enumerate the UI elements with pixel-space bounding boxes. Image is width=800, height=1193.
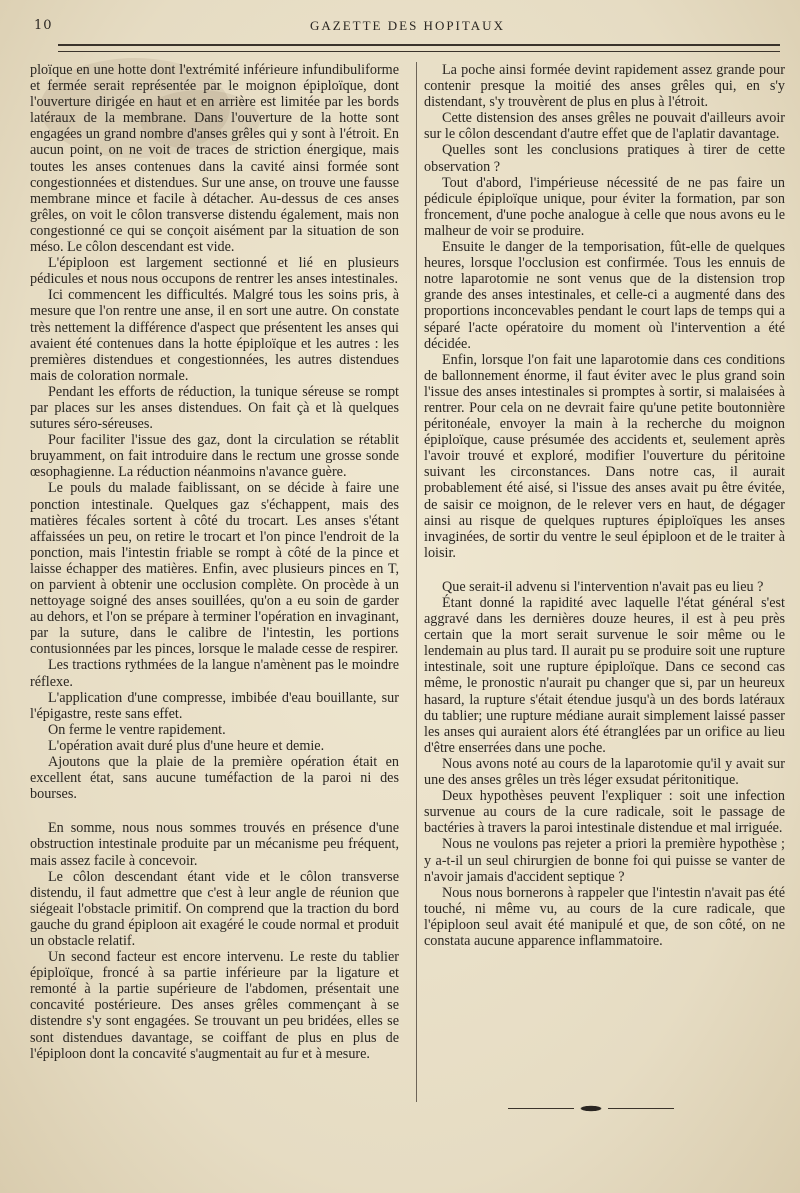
paragraph: Tout d'abord, l'impérieuse nécessité de ne pas faire un pédicule épiploïque unique, pour éviter la formation, par son froncement, d'une poche analogue à celle que nous avons eu le malheur de voir se produire. <box>424 174 785 239</box>
paragraph: L'épiploon est largement sectionné et lié en plusieurs pédicules et nous nous occupons de rentrer les anses intestinales. <box>30 255 399 288</box>
paragraph: L'application d'une compresse, imbibée d'eau bouillante, sur l'épigastre, reste sans effet. <box>30 689 399 722</box>
paragraph: On ferme le ventre rapidement. <box>48 721 226 738</box>
paragraph: Nous ne voulons pas rejeter a priori la première hypothèse ; y a-t-il un seul chirurgien de bonne foi qui puisse se vanter de n'avoir jamais d'accident septique ? <box>424 836 785 885</box>
paragraph: Ici commencent les difficultés. Malgré tous les soins pris, à mesure que l'on rentre une anse, il en sort une autre. On constate très nettement la différence d'aspect que présentent les anses qui avaient été contenues dans la hotte épiploïque et les autres : les premières distendues et congestionnées, les autres distendues mais de coloration normale. <box>30 287 399 384</box>
paragraph: Ensuite le danger de la temporisation, fût-elle de quelques heures, lorsque l'occlusion est confirmée. Tous les ennuis de notre laparotomie ne sont venus que de la distension trop grande des anses intestinales, et celle-ci a augmenté dans des proportions inconcevables pendant le court laps de temps qui a séparé l'acte opératoire du moment où l'intervention a été décidée. <box>424 239 785 352</box>
journal-title: GAZETTE DES HOPITAUX <box>310 18 505 33</box>
paragraph: Nous nous bornerons à rappeler que l'intestin n'avait pas été touché, ni même vu, au cours de la cure radicale, que l'épiploon seul avait été manipulé et que, de son côté, on ne constata aucune apparence inflammatoire. <box>424 884 785 949</box>
paragraph: Le côlon descendant étant vide et le côlon transverse distendu, il faut admettre que c'est à leur angle de réunion que siégeait l'obstacle primitif. On comprend que la traction du bord gauche du grand épiploon ait exagéré le coude normal et produit un obstacle relatif. <box>30 868 399 949</box>
paragraph: Étant donné la rapidité avec laquelle l'état général s'est aggravé dans les dernières douze heures, il est à peu près certain que la mort serait survenue le soir même ou le lendemain au plus tard. Il aurait pu se produire soit une rupture intestinale, soit une rupture épiploïque. Dans ce second cas même, le pronostic n'aurait pu changer que si, par un heureux hasard, la rupture s'était étendue jusqu'à un des bords latéraux du tablier; une rupture médiane aurait simplement laissé passer les anses qui auraient alors été étranglées par un orifice au lieu d'être enserrées dans une poche. <box>424 595 785 756</box>
right-column <box>424 62 785 949</box>
paragraph: En somme, nous nous sommes trouvés en présence d'une obstruction intestinale produite par un mécanisme peu fréquent, mais assez facile à concevoir. <box>30 820 399 869</box>
paragraph: Enfin, lorsque l'on fait une laparotomie dans ces conditions de ballonnement énorme, il faut éviter avec le plus grand soin l'issue des anses intestinales si promptes à sortir, si malaisées à rentrer. Pour cela on ne devrait faire qu'une petite boutonnière péritonéale, envoyer la main à la recherche du moignon épiploïque, cause présumée des accidents et, seulement après l'avoir trouvé et exploré, modifier l'ouverture du péritoine suivant les circonstances. Dans notre cas, il aurait probablement été aisé, si l'issue des anses avait pu être évitée, de saisir ce moignon, de le relever vers en haut, de dégager ainsi au risque de quelques ruptures épiploïques les anses invaginées, de sortir du ventre le seul épiploon et de le traiter à loisir. <box>424 351 785 561</box>
paragraph: Les tractions rythmées de la langue n'amènent pas le moindre réflexe. <box>30 657 399 690</box>
paragraph: Nous avons noté au cours de la laparotomie qu'il y avait sur une des anses grêles un très léger exsudat péritonitique. <box>424 755 785 789</box>
ornament-center <box>574 1104 608 1113</box>
paragraph: Pour faciliter l'issue des gaz, dont la circulation se rétablit bruyamment, on fait introduire dans le rectum une grosse sonde œsophagienne. La réduction néanmoins n'avance guère. <box>30 432 399 481</box>
paragraph: La poche ainsi formée devint rapidement assez grande pour contenir presque la moitié des anses grêles qui, en s'y distendant, s'y trouvèrent de plus en plus à l'étroit. <box>424 62 785 111</box>
header-rule <box>58 44 780 52</box>
paragraph: Que serait-il advenu si l'intervention n'avait pas eu lieu ? <box>442 578 764 595</box>
paragraph: Ajoutons que la plaie de la première opération était en excellent état, sans aucune tuméfaction de la paroi ni des bourses. <box>30 754 399 803</box>
paragraph: Un second facteur est encore intervenu. Le reste du tablier épiploïque, froncé à sa partie inférieure par la ligature et remonté à la partie supérieure de l'abdomen, présentait une concavité postérieure. Des anses grêles commençant à se distendre s'y sont engagées. Se trouvant un peu bridées, elles se sont distendues davantage, se coiffant de plus en plus de l'épiploon dont la concavité s'augmentait au fur et à mesure. <box>30 949 399 1062</box>
page-number: 10 <box>34 18 53 33</box>
paragraph: Quelles sont les conclusions pratiques à tirer de cette observation ? <box>424 142 785 175</box>
paragraph: Cette distension des anses grêles ne pouvait d'ailleurs avoir sur le côlon descendant d'autre effet que de l'aplatir davantage. <box>424 110 785 143</box>
page-header <box>30 16 785 40</box>
end-ornament <box>508 1104 674 1114</box>
paragraph: L'opération avait duré plus d'une heure et demie. <box>48 737 325 754</box>
paragraph: ploïque en une hotte dont l'extrémité inférieure infundibuliforme et fermée serait représentée par le moignon épiploïque, dont l'ouverture dirigée en haut et en arrière est limitée par les bords latéraux de la membrane. Dans l'ouverture de la hotte sont engagées un grand nombre d'anses grêles qui y sont à l'étroit. En aucun point, on ne voit de traces de striction énergique, mais toutes les anses contenues dans la cavité ainsi formée sont congestionnées et distendues. Sur une anse, on trouve une fausse membrane mince et facile à détacher. Au-dessus de ces anses grêles, on voit le côlon transverse distendu également, mais non congestionné ce qui se conçoit aisément par la situation de son méso. Le côlon descendant est vide. <box>30 62 399 256</box>
paragraph: Pendant les efforts de réduction, la tunique séreuse se rompt par places sur les anses distendues. On fait çà et là quelques sutures séro-séreuses. <box>30 383 399 433</box>
left-column <box>30 62 399 1062</box>
paragraph: Deux hypothèses peuvent l'expliquer : soit une infection survenue au cours de la cure radicale, soit le passage de bactéries à travers la paroi intestinale distendue et mal irriguée. <box>424 788 785 837</box>
ornament-line <box>608 1108 674 1109</box>
paragraph: Le pouls du malade faiblissant, on se décide à faire une ponction intestinale. Quelques gaz s'échappent, mais des matières fécales sortent à côté du trocart. Les anses s'étant affaissées un peu, on retire le trocart et l'on pince l'endroit de la ponction, mais l'intestin friable se rompt à côté de la pince et laisse échapper des matières. Enfin, avec plusieurs pinces en T, on parvient à obtenir une occlusion complète. On procède à un nettoyage soigné des anses souillées, qu'on a eu soin de garder au dehors, et l'on se prépare à terminer l'opération en invaginant, par la suture, dans le calibre de l'intestin, les portions contusionnées par les pinces, lorsque le malade cesse de respirer. <box>30 480 399 658</box>
ornament-line <box>508 1108 574 1109</box>
column-divider <box>416 62 417 1102</box>
